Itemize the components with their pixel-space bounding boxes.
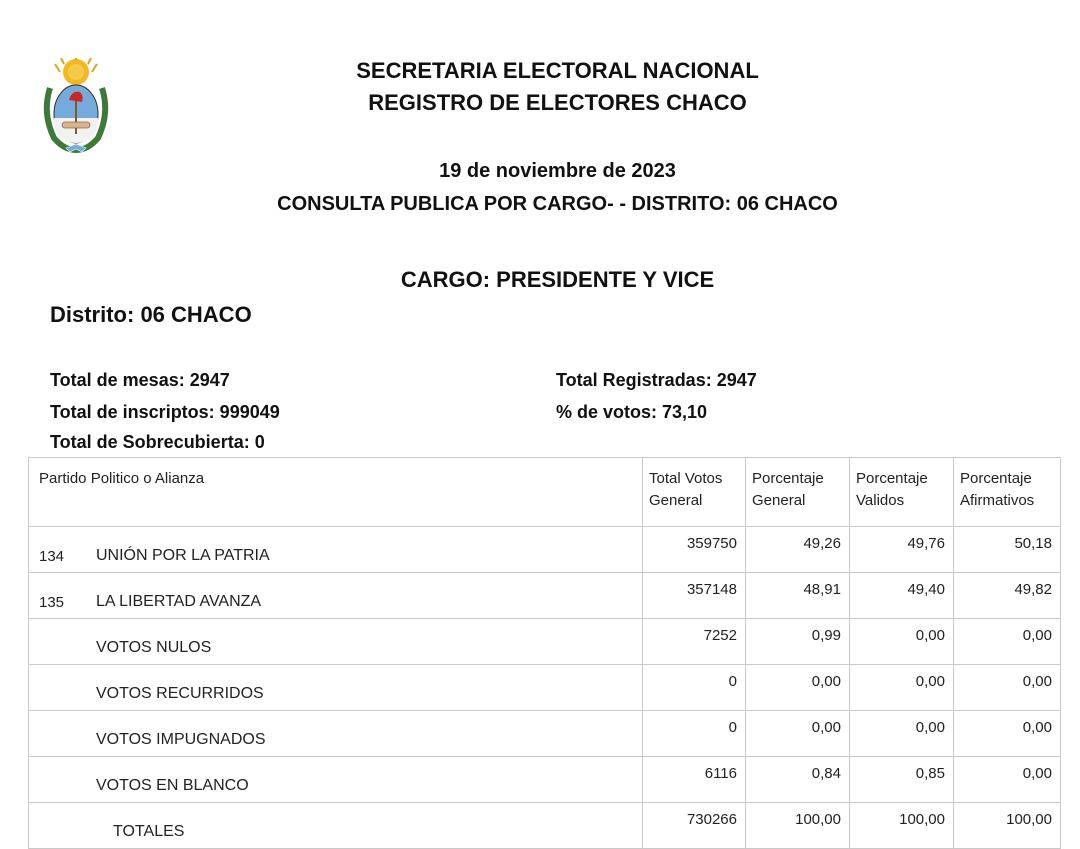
header-pv-line1: Porcentaje (856, 470, 928, 487)
header-pg-line2: General (752, 492, 806, 509)
header-total-line2: General (649, 492, 703, 509)
party-code: 134 (29, 527, 80, 573)
party-name: VOTOS IMPUGNADOS (79, 711, 643, 757)
party-code: 135 (29, 573, 80, 619)
results-table (28, 457, 1061, 849)
pct-general-cell: 49,26 (746, 527, 850, 573)
party-code (29, 665, 80, 711)
header-total-votos (643, 458, 746, 527)
table-row (29, 619, 1061, 665)
total-votes-cell: 730266 (643, 803, 746, 849)
pct-validos-cell: 49,40 (850, 573, 954, 619)
table-row (29, 757, 1061, 803)
party-name: VOTOS NULOS (79, 619, 643, 665)
table-header-row (29, 458, 1061, 527)
header-porcentaje-validos (850, 458, 954, 527)
party-name: UNIÓN POR LA PATRIA (79, 527, 643, 573)
total-registradas: Total Registradas: 2947 (556, 370, 757, 390)
party-name: VOTOS EN BLANCO (79, 757, 643, 803)
pct-afirmativos-cell: 0,00 (954, 665, 1061, 711)
table-row (29, 711, 1061, 757)
header-total-line1: Total Votos (649, 470, 723, 487)
total-inscriptos: Total de inscriptos: 999049 (50, 402, 280, 422)
party-name: LA LIBERTAD AVANZA (79, 573, 643, 619)
total-votes-cell: 0 (643, 711, 746, 757)
cargo-title: CARGO: PRESIDENTE Y VICE (400, 267, 715, 292)
pct-afirmativos-cell: 0,00 (954, 711, 1061, 757)
total-votes-cell: 7252 (643, 619, 746, 665)
totals-label: TOTALES (79, 803, 643, 849)
header-pg-line1: Porcentaje (752, 470, 824, 487)
header-pv-line2: Validos (856, 492, 905, 509)
total-votes-cell: 359750 (643, 527, 746, 573)
pct-general-cell: 0,99 (746, 619, 850, 665)
total-votes-cell: 357148 (643, 573, 746, 619)
pct-validos-cell: 0,00 (850, 711, 954, 757)
pct-general-cell: 0,00 (746, 711, 850, 757)
header-porcentaje-afirmativos (954, 458, 1061, 527)
pct-validos-cell: 100,00 (850, 803, 954, 849)
report-date: 19 de noviembre de 2023 (439, 160, 676, 182)
query-title: CONSULTA PUBLICA POR CARGO- - DISTRITO: 06 CHACO (277, 193, 838, 215)
header-porcentaje-general (746, 458, 850, 527)
pct-general-cell: 0,00 (746, 665, 850, 711)
party-code (29, 757, 80, 803)
total-votes-cell: 0 (643, 665, 746, 711)
total-votes-cell: 6116 (643, 757, 746, 803)
pct-general-cell: 0,84 (746, 757, 850, 803)
table-row (29, 573, 1061, 619)
pct-validos-cell: 49,76 (850, 527, 954, 573)
pct-afirmativos-cell: 50,18 (954, 527, 1061, 573)
totals-row (29, 803, 1061, 849)
header-line-1: SECRETARIA ELECTORAL NACIONAL (356, 58, 759, 83)
header-line-2: REGISTRO DE ELECTORES CHACO (368, 90, 747, 115)
header-pa-line2: Afirmativos (960, 492, 1035, 509)
party-code (29, 711, 80, 757)
header-pa-line1: Porcentaje (960, 470, 1032, 487)
table-row (29, 665, 1061, 711)
pct-validos-cell: 0,00 (850, 665, 954, 711)
party-code (29, 803, 80, 849)
party-name: VOTOS RECURRIDOS (79, 665, 643, 711)
pct-validos-cell: 0,00 (850, 619, 954, 665)
pct-general-cell: 100,00 (746, 803, 850, 849)
votos-percentage: % de votos: 73,10 (556, 402, 708, 422)
total-mesas: Total de mesas: 2947 (50, 370, 230, 390)
party-code (29, 619, 80, 665)
table-row (29, 527, 1061, 573)
district-heading: Distrito: 06 CHACO (50, 302, 252, 327)
pct-afirmativos-cell: 0,00 (954, 757, 1061, 803)
total-sobrecubierta: Total de Sobrecubierta: 0 (50, 432, 265, 452)
pct-validos-cell: 0,85 (850, 757, 954, 803)
pct-general-cell: 48,91 (746, 573, 850, 619)
pct-afirmativos-cell: 0,00 (954, 619, 1061, 665)
pct-afirmativos-cell: 100,00 (954, 803, 1061, 849)
pct-afirmativos-cell: 49,82 (954, 573, 1061, 619)
header-party: Partido Politico o Alianza (29, 458, 643, 527)
